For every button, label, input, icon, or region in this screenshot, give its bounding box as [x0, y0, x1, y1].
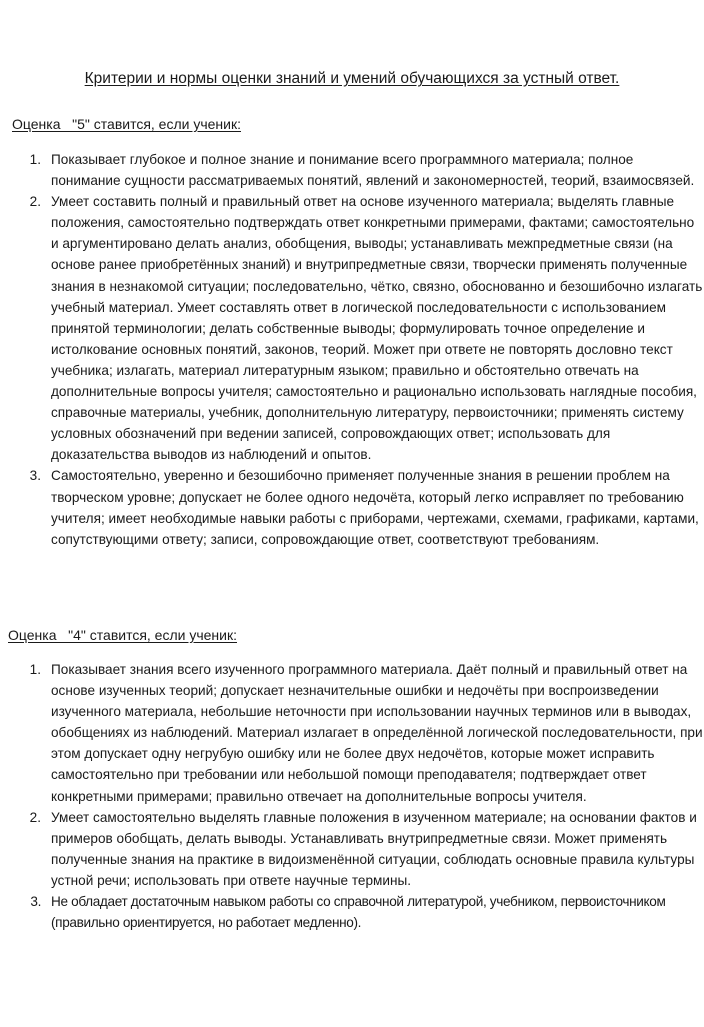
grade-4-criteria-list [27, 659, 704, 933]
list-item-text: Показывает знания всего изученного программного материала. Даёт полный и правильный ответ на основе изученных теорий; допускает незначительные ошибки и недочёты при воспроизведении изученного материала, небольшие неточности при использовании научных терминов или в выводах, обобщениях из наблюдений. Материал излагает в определённой логической последовательности, при этом допускает одну негрубую ошибку или не более двух недочётов, которые может исправить самостоятельно при требовании или небольшой помощи преподавателя; подтверждает ответ конкретными примерами; правильно отвечает на дополнительные вопросы учителя. [51, 662, 703, 804]
list-item [27, 149, 704, 191]
list-item-text: Не обладает достаточным навыком работы со справочной литературой, учебником, первоисточником (правильно ориентируется, но работает медленно). [51, 894, 666, 931]
grade-5-criteria-list [27, 149, 704, 550]
list-item [27, 891, 704, 933]
list-item [27, 807, 704, 891]
list-item-text: Умеет самостоятельно выделять главные положения в изученном материале; на основании фактов и примеров обобщать, делать выводы. Устанавливать внутрипредметные связи. Может применять полученные знания на практике в видоизменённой ситуации, соблюдать основные правила культуры устной речи; использовать при ответе научные термины. [51, 809, 697, 888]
grade-4-heading: Оценка "4" ставится, если ученик: [8, 627, 237, 643]
list-item-number: 1. [29, 152, 41, 167]
list-item [27, 191, 704, 465]
list-item [27, 465, 704, 549]
list-item [27, 659, 704, 807]
list-item-number: 3. [30, 894, 41, 910]
list-item-text: Умеет составить полный и правильный ответ на основе изученного материала; выделять главные положения, самостоятельно подтверждать ответ конкретными примерами, фактами; самостоятельно и аргументировано делать анализ, обобщения, выводы; устанавливать межпредметные связи (на основе ранее приобретённых знаний) и внутрипредметные связи, творчески применять полученные знания в незнакомой ситуации; последовательно, чётко, связно, обоснованно и безошибочно излагать учебный материал. Умеет составлять ответ в логической последовательности с использованием принятой терминологии; делать собственные выводы; формулировать точное определение и истолкование основных понятий, законов, теорий. Может при ответе не повторять дословно текст учебника; излагать, материал литературным языком; правильно и обстоятельно отвечать на дополнительные вопросы учителя; самостоятельно и рационально использовать наглядные пособия, справочные материалы, учебник, дополнительную литературу, первоисточники; применять систему условных обозначений при ведении записей, сопровождающих ответ; использовать для доказательства выводов из наблюдений и опытов. [51, 194, 703, 463]
list-item-number: 3. [29, 468, 41, 484]
document-title: Критерии и нормы оценки знаний и умений обучающихся за устный ответ. [84, 70, 620, 87]
list-item-number: 2. [29, 194, 41, 210]
list-item-number: 1. [29, 662, 41, 677]
list-item-text: Самостоятельно, уверенно и безошибочно применяет полученные знания в решении проблем на творческом уровне; допускает не более одного недочёта, который легко исправляет по требованию учителя; имеет необходимые навыки работы с приборами, чертежами, схемами, графиками, картами, сопутствующими ответу; записи, сопровождающие ответ, соответствуют требованиям. [51, 468, 699, 547]
list-item-text: Показывает глубокое и полное знание и понимание всего программного материала; полное понимание сущности рассматриваемых понятий, явлений и закономерностей, теорий, взаимосвязей. [51, 152, 695, 189]
list-item-number: 2. [29, 809, 41, 825]
grade-5-heading: Оценка "5" ставится, если ученик: [12, 116, 241, 132]
